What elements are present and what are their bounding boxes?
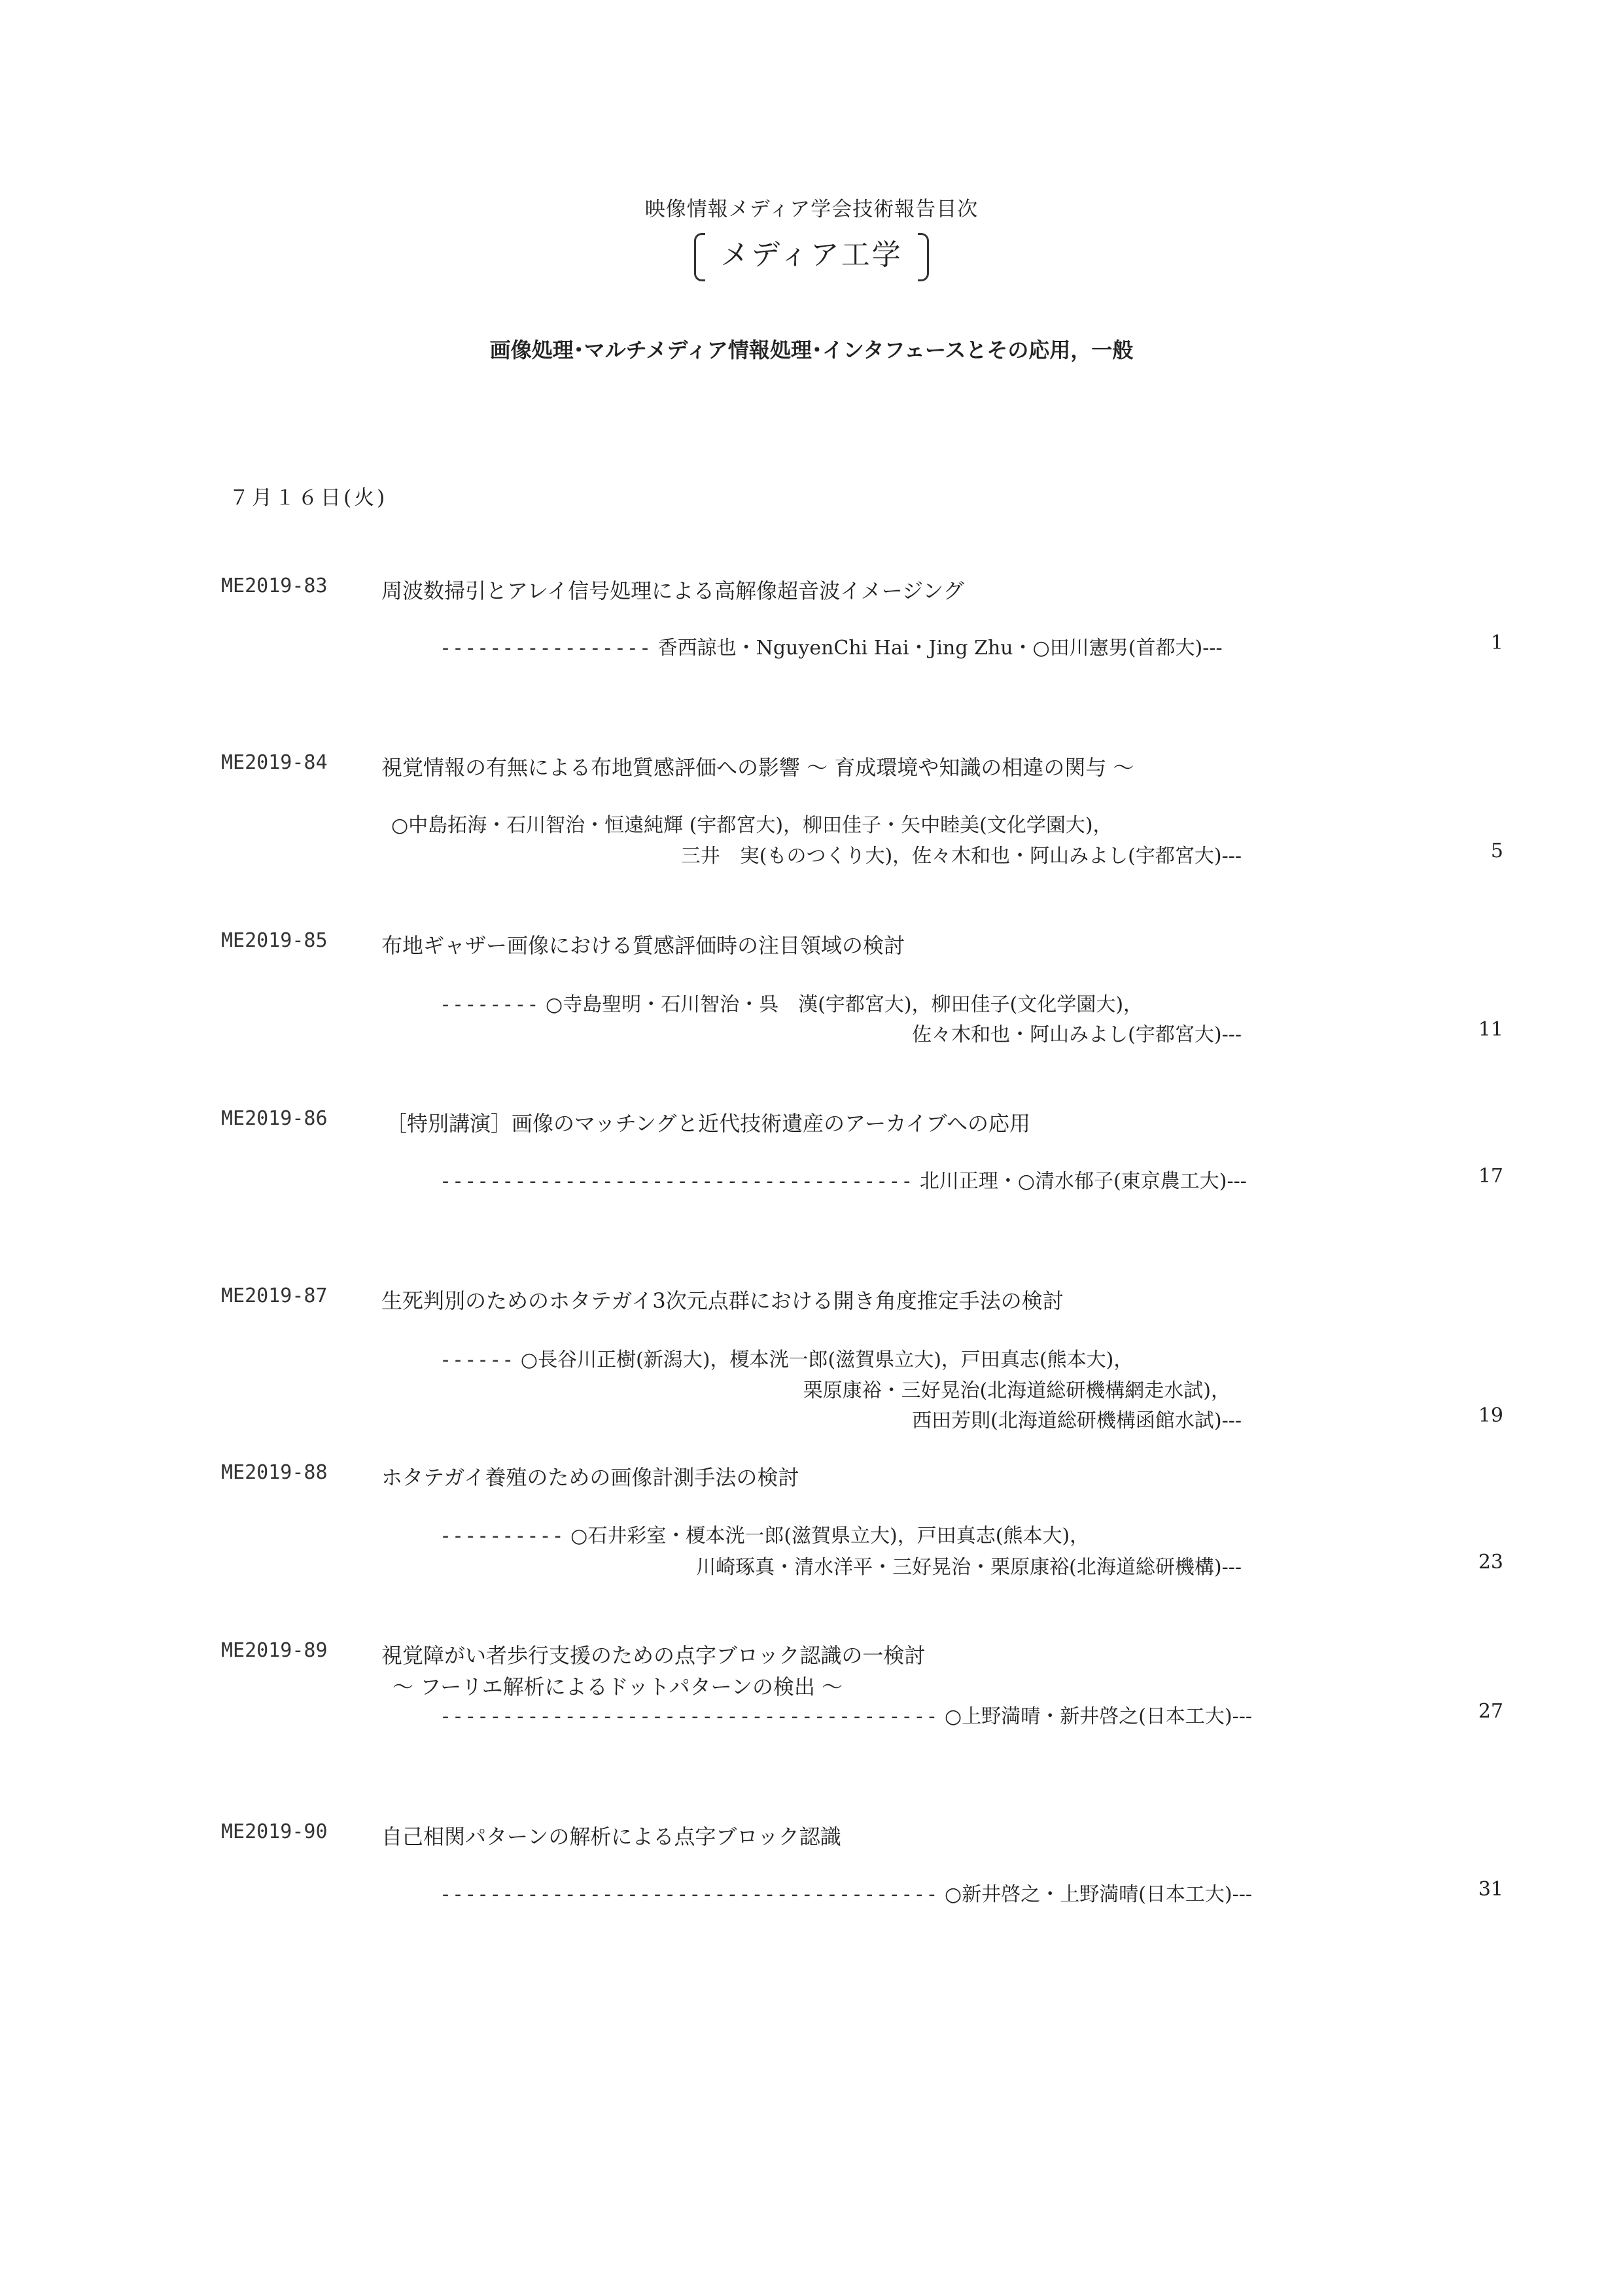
page-number: 11 — [1478, 1018, 1503, 1041]
entry-authors: 川崎琢真・清水洋平・三好晃治・栗原康裕(北海道総研機構)--- — [696, 1556, 1242, 1579]
entry-authors: 西田芳則(北海道総研機構函館水試)--- — [912, 1409, 1242, 1432]
entry-code: ME2019-89 — [221, 1639, 328, 1662]
entry-title: 生死判別のためのホタテガイ3次元点群における開き角度推定手法の検討 — [381, 1288, 1064, 1313]
entry-authors: 香西諒也・NguyenChi Hai・Jing Zhu・○田川憲男(首都大)--- — [657, 637, 1223, 660]
session-date: ７月１６日(火) — [229, 486, 388, 510]
entry-title: 自己相関パターンの解析による点字ブロック認識 — [381, 1824, 841, 1849]
entry-code: ME2019-83 — [221, 574, 328, 597]
entry-authors: ○長谷川正樹(新潟大)，榎本洸一郎(滋賀県立大)，戸田真志(熊本大)， — [520, 1349, 1134, 1371]
entry-title: 視覚障がい者歩行支援のための点字ブロック認識の一検討 — [381, 1643, 926, 1668]
dash-leader — [440, 1165, 1247, 1193]
subject-line: 画像処理･マルチメディア情報処理･インタフェースとその応用，一般 — [489, 338, 1134, 362]
entry-code: ME2019-85 — [221, 929, 328, 952]
entry-authors: 三井 実(ものつくり大)，佐々木和也・阿山みよし(宇都宮大)--- — [680, 845, 1242, 868]
page-number: 23 — [1478, 1551, 1503, 1574]
entry-authors: ○石井彩室・榎本洸一郎(滋賀県立大)，戸田真志(熊本大)， — [570, 1525, 1090, 1547]
dash-leader — [440, 631, 1223, 660]
entry-authors: 北川正理・○清水郁子(東京農工大)--- — [919, 1170, 1247, 1193]
entry-title: 周波数掃引とアレイ信号処理による高解像超音波イメージング — [381, 578, 964, 603]
entry-authors: 栗原康裕・三好晃治(北海道総研機構網走水試)， — [803, 1379, 1230, 1402]
entry-authors: 佐々木和也・阿山みよし(宇都宮大)--- — [912, 1023, 1242, 1046]
leader-dashes: ---------- — [440, 1525, 565, 1547]
entry-title: ホタテガイ養殖のための画像計測手法の検討 — [381, 1465, 799, 1490]
report-title: 映像情報メディア学会技術報告目次 — [644, 198, 979, 221]
leader-dashes: ---------------------------------------- — [440, 1883, 939, 1906]
entry-code: ME2019-90 — [221, 1820, 328, 1843]
page-number: 5 — [1490, 839, 1503, 862]
leader-dashes: ----------------- — [440, 637, 652, 660]
series-title-box — [694, 230, 928, 280]
entry-code: ME2019-84 — [221, 751, 328, 774]
leader-dashes: -------- — [440, 993, 540, 1016]
entry-code: ME2019-88 — [221, 1461, 328, 1484]
dash-leader — [440, 1700, 1252, 1729]
dash-leader — [440, 1343, 1133, 1372]
entry-authors: ○新井啓之・上野満晴(日本工大)--- — [945, 1883, 1253, 1906]
left-bracket — [694, 233, 705, 281]
leader-dashes: -------------------------------------- — [440, 1170, 914, 1193]
entry-code: ME2019-86 — [221, 1107, 328, 1130]
entry-subtitle: ～ フーリエ解析によるドットパターンの検出 ～ — [393, 1674, 843, 1699]
page-number: 17 — [1478, 1165, 1503, 1188]
entry-authors: ○中島拓海・石川智治・恒遠純輝 (宇都宮大)，柳田佳子・矢中睦美(文化学園大)， — [391, 814, 1113, 837]
page-number: 31 — [1478, 1878, 1503, 1901]
entry-title: 視覚情報の有無による布地質感評価への影響 ～ 育成環境や知識の相違の関与 ～ — [381, 755, 1134, 780]
dash-leader — [440, 1878, 1252, 1907]
entry-title: 布地ギャザー画像における質感評価時の注目領域の検討 — [381, 933, 905, 958]
dash-leader — [440, 1519, 1089, 1548]
right-bracket — [918, 233, 929, 281]
entry-authors: ○上野満晴・新井啓之(日本工大)--- — [945, 1705, 1253, 1728]
dash-leader — [440, 988, 1143, 1017]
entry-title: ［特別講演］画像のマッチングと近代技術遺産のアーカイブへの応用 — [386, 1111, 1030, 1136]
page-number: 19 — [1478, 1404, 1503, 1427]
series-title: メディア工学 — [720, 238, 903, 272]
leader-dashes: ------ — [440, 1349, 515, 1371]
entry-code: ME2019-87 — [221, 1284, 328, 1307]
leader-dashes: ---------------------------------------- — [440, 1705, 939, 1728]
entry-authors: ○寺島聖明・石川智治・呉 漢(宇都宮大)，柳田佳子(文化学園大)， — [546, 993, 1143, 1016]
series-heading — [0, 230, 1623, 289]
page-number: 27 — [1478, 1700, 1503, 1723]
page-number: 1 — [1490, 631, 1503, 654]
